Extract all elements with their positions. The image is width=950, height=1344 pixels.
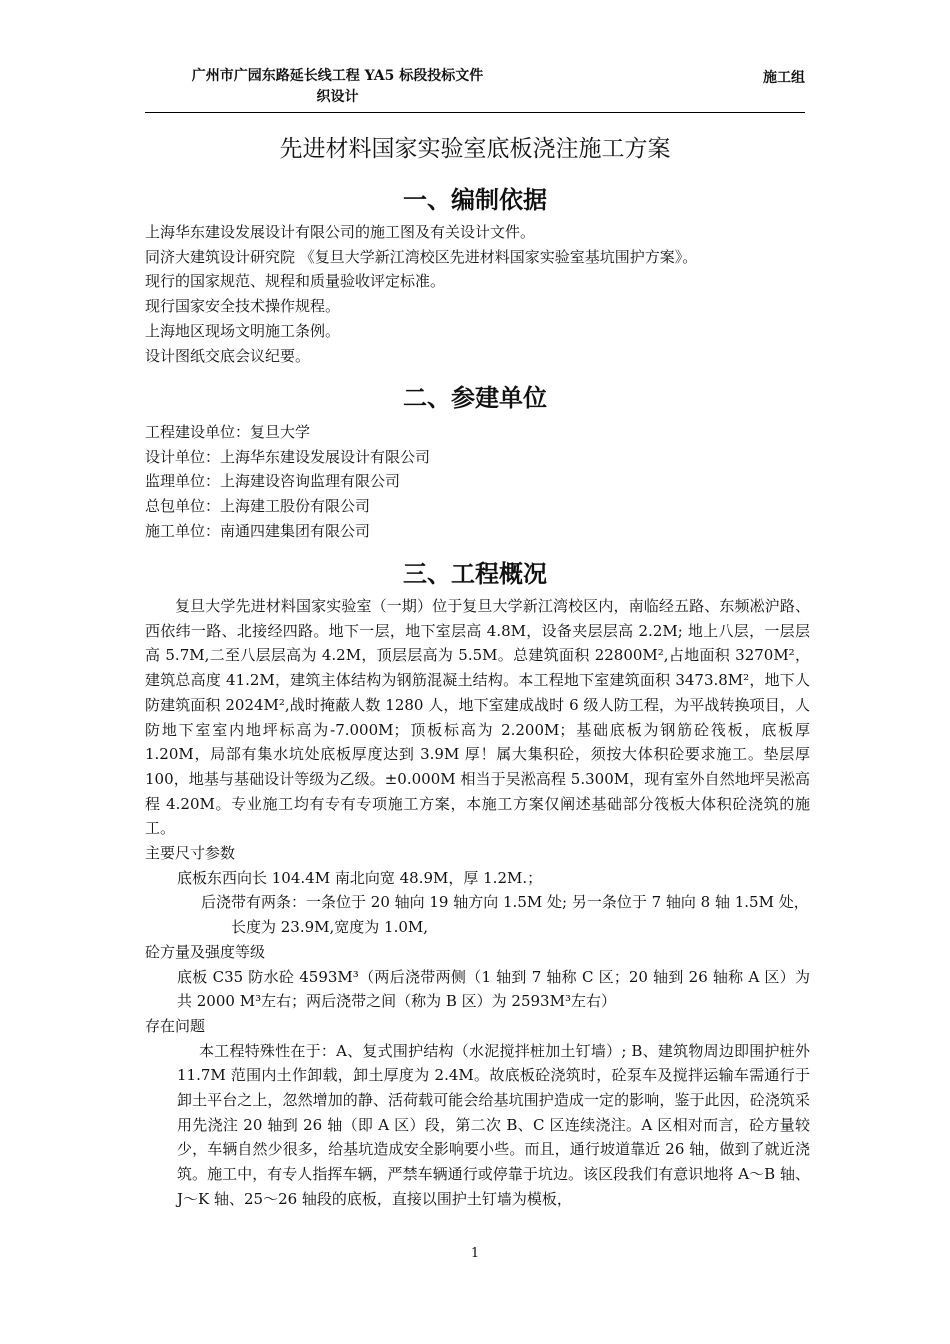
basis-line: 设计图纸交底会议纪要。	[145, 346, 311, 365]
dimensions-label: 主要尺寸参数	[145, 844, 236, 863]
page-number: 1	[470, 1246, 480, 1261]
header-line-1: 广州市广园东路延长线工程 YA5 标段投标文件	[191, 68, 484, 84]
participant-line: 工程建设单位：复旦大学	[145, 423, 311, 441]
document-title: 先进材料国家实验室底板浇注施工方案	[279, 136, 671, 162]
section-basis-list	[145, 220, 810, 368]
section-heading-participants: 二、参建单位	[403, 384, 547, 412]
section-heading-basis: 一、编制依据	[403, 186, 547, 214]
basis-line: 现行国家安全技术操作规程。	[145, 297, 341, 316]
section-heading-overview: 三、工程概况	[403, 560, 547, 588]
header-project-title	[145, 66, 530, 108]
issues-label: 存在问题	[145, 1016, 206, 1035]
header-section-label: 施工组	[763, 70, 805, 86]
participant-line: 监理单位：上海建设咨询监理有限公司	[145, 472, 401, 491]
post-pour-strip-line: 后浇带有两条：一条位于 20 轴向 19 轴方向 1.5M 处; 另一条位于 7 轴向 8 轴 1.5M 处，长度为 23.9M,宽度为 1.0M,	[201, 893, 809, 937]
basis-line: 同济大建筑设计研究院 《复旦大学新江湾校区先进材料国家实验室基坑围护方案》。	[145, 247, 698, 266]
section-overview-body	[145, 594, 810, 1212]
basis-line: 上海地区现场文明施工条例。	[145, 321, 341, 340]
dimensions-line: 底板东西向长 104.4M 南北向宽 48.9M，厚 1.2M.；	[177, 868, 543, 887]
overview-paragraph: 复旦大学先进材料国家实验室（一期）位于复旦大学新江湾校区内，南临经五路、东频凇沪路、西依纬一路、北接经四路。地下一层，地下室层高 4.8M，设备夹层层高 2.2M; 地上八层，一层层高 5.7M,二至八层层高为 4.2M，顶层层高为 5.5M。总建筑面积 22800M²,占地面积 3270M²，建筑总高度 41.2M，建筑主体结构为钢筋混凝土结构。本工程地下室建筑面积 3473.8M²，地下人防建筑面积 2024M²,战时掩蔽人数 1280 人，地下室建成战时 6 级人防工程，为平战转换项目，人防地下室室内地坪标高为-7.000M；顶板标高为 2.200M；基础底板为钢筋砼筏板，底板厚 1.20M，局部有集水坑处底板厚度达到 3.9M 厚！属大集积砼，须按大体积砼要求施工。垫层厚 100，地基与基础设计等级为乙级。±0.000M 相当于吴淞高程 5.300M，现有室外自然地坪吴淞高程 4.20M。专业施工均有专有专项施工方案，本施工方案仅阐述基础部分筏板大体积砼浇筑的施工。	[145, 597, 810, 838]
basis-line: 上海华东建设发展设计有限公司的施工图及有关设计文件。	[145, 223, 536, 241]
participant-line: 总包单位：上海建工股份有限公司	[145, 497, 371, 516]
participant-line: 施工单位：南通四建集团有限公司	[145, 521, 371, 540]
participant-line: 设计单位：上海华东建设发展设计有限公司	[145, 447, 431, 466]
basis-line: 现行的国家规范、规程和质量验收评定标准。	[145, 272, 446, 291]
page-header	[145, 66, 805, 113]
header-line-2: 织设计	[316, 89, 359, 105]
concrete-text: 底板 C35 防水砼 4593M³（两后浇带两侧（1 轴到 7 轴称 C 区；20 轴到 26 轴称 A 区）为共 2000 M³左右；两后浇带之间（称为 B 区）为 2593M³左右）	[177, 967, 810, 1011]
concrete-label: 砼方量及强度等级	[145, 942, 266, 961]
section-participants-list	[145, 420, 810, 544]
issues-text: 本工程特殊性在于：A、复式围护结构（水泥搅拌桩加土钉墙）; B、建筑物周边即围护桩外 11.7M 范围内土作卸载，卸土厚度为 2.4M。故底板砼浇筑时，砼泵车及搅拌运输车需通行于卸土平台之上，忽然增加的静、活荷载可能会给基坑围护造成一定的影响，鉴于此因，砼浇筑采用先浇注 20 轴到 26 轴（即 A 区）段，第二次 B、C 区连续浇注。A 区相对而言，砼方量较少，车辆自然少很多，给基坑造成安全影响要小些。而且，通行坡道靠近 26 轴，做到了就近浇筑。施工中，有专人指挥车辆，严禁车辆通行或停靠于坑边。该区段我们有意识地将 A～B 轴、J～K 轴、25～26 轴段的底板，直接以围护土钉墙为模板，	[177, 1041, 810, 1208]
